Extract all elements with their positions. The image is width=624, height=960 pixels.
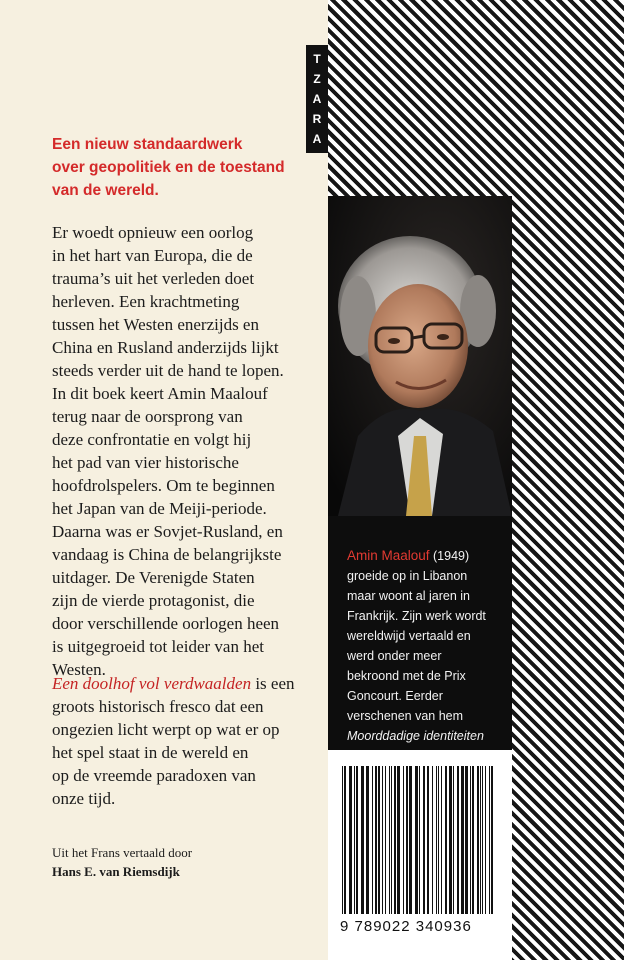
blurb-line: terug naar de oorsprong van <box>52 407 243 426</box>
barcode-bar <box>485 766 486 914</box>
barcode-bar <box>394 766 396 914</box>
barcode-bar <box>436 766 437 914</box>
barcode-bar <box>480 766 481 914</box>
tagline-line: van de wereld. <box>52 182 159 199</box>
barcode-bar <box>445 766 447 914</box>
blurb-line: uitdager. De Verenigde Staten <box>52 568 255 587</box>
blurb-line: het pad van vier historische <box>52 453 239 472</box>
barcode-bar <box>342 766 343 914</box>
blurb-line: steeds verder uit de hand te lopen. <box>52 361 284 380</box>
barcode-bar <box>415 766 418 914</box>
author-photo <box>328 196 512 516</box>
barcode-bar <box>344 766 346 914</box>
tagline-line: Een nieuw standaardwerk <box>52 136 243 153</box>
barcode-bar <box>409 766 412 914</box>
barcode-bar <box>385 766 386 914</box>
blurb-line: onze tijd. <box>52 789 116 808</box>
bio-book-title: Moorddadige identiteiten <box>347 729 484 743</box>
blurb-line: op de vreemde paradoxen van <box>52 766 256 785</box>
isbn-number: 9 789022 340936 <box>340 918 472 935</box>
blurb-line: Daarna was er Sovjet-Rusland, en <box>52 522 283 541</box>
bio-line: verschenen van hem <box>347 709 464 723</box>
blurb-text: is een <box>251 674 295 693</box>
blurb-paragraph-1 <box>52 221 324 681</box>
logo-letter: A <box>312 92 322 106</box>
barcode-bar <box>441 766 442 914</box>
blurb-line: hoofdrolspelers. Om te beginnen <box>52 476 275 495</box>
author-bio <box>347 546 512 766</box>
logo-letter: Z <box>313 72 321 86</box>
blurb-line: Er woedt opnieuw een oorlog <box>52 223 254 242</box>
barcode <box>342 766 498 914</box>
barcode-bar <box>491 766 493 914</box>
author-portrait-illustration <box>328 196 512 516</box>
barcode-bar <box>482 766 483 914</box>
blurb-line: is uitgegroeid tot leider van het <box>52 637 264 656</box>
blurb-line: tussen het Westen enerzijds en <box>52 315 259 334</box>
barcode-bar <box>457 766 459 914</box>
translator-name: Hans E. van Riemsdijk <box>52 864 180 879</box>
blurb-line: groots historisch fresco dat een <box>52 697 264 716</box>
blurb-line: In dit boek keert Amin Maalouf <box>52 384 268 403</box>
barcode-box <box>328 750 512 960</box>
barcode-bar <box>461 766 464 914</box>
barcode-bar <box>391 766 392 914</box>
barcode-bar <box>477 766 479 914</box>
bio-line: Frankrijk. Zijn werk wordt <box>347 609 486 623</box>
tagline <box>52 133 327 202</box>
tagline-line: over geopolitiek en de toestand <box>52 159 285 176</box>
blurb-line: in het hart van Europa, die de <box>52 246 253 265</box>
barcode-bar <box>419 766 420 914</box>
bio-line: groeide op in Libanon <box>347 569 468 583</box>
bio-line: werd onder meer <box>347 649 442 663</box>
blurb-line: ongezien licht werpt op wat er op <box>52 720 280 739</box>
bio-line: wereldwijd vertaald en <box>347 629 471 643</box>
logo-letter: R <box>312 112 322 126</box>
blurb-line: China en Rusland anderzijds lijkt <box>52 338 279 357</box>
blurb-line: het spel staat in de wereld en <box>52 743 249 762</box>
blurb-line: vandaag is China de belangrijkste <box>52 545 282 564</box>
logo-letter: A <box>312 132 322 146</box>
blurb-line: het Japan van de Meiji-periode. <box>52 499 267 518</box>
barcode-bar <box>361 766 364 914</box>
blurb-line: Westen. <box>52 660 106 679</box>
barcode-bar <box>470 766 471 914</box>
barcode-bar <box>423 766 425 914</box>
publisher-logo <box>306 45 328 153</box>
credit-label: Uit het Frans vertaald door <box>52 845 193 860</box>
barcode-bar <box>375 766 377 914</box>
book-title: Een doolhof vol verdwaalden <box>52 674 252 693</box>
barcode-bar <box>403 766 404 914</box>
author-birth-year: (1949) <box>429 549 470 563</box>
barcode-bar <box>406 766 408 914</box>
blurb-line: deze confrontatie en volgt hij <box>52 430 252 449</box>
bio-line: Goncourt. Eerder <box>347 689 443 703</box>
blurb-line: door verschillende oorlogen heen <box>52 614 280 633</box>
blurb-line: zijn de vierde protagonist, die <box>52 591 255 610</box>
blurb-paragraph-2 <box>52 672 324 810</box>
barcode-bar <box>432 766 433 914</box>
author-name: Amin Maalouf <box>347 548 430 563</box>
barcode-bar <box>354 766 355 914</box>
blurb-line: trauma’s uit het verleden doet <box>52 269 255 288</box>
blurb-line: herleven. Een krachtmeting <box>52 292 240 311</box>
barcode-bar <box>372 766 373 914</box>
barcode-bar <box>489 766 490 914</box>
barcode-bar <box>378 766 380 914</box>
barcode-bar <box>366 766 369 914</box>
barcode-bar <box>349 766 352 914</box>
logo-letter: T <box>313 52 321 66</box>
barcode-bar <box>389 766 390 914</box>
barcode-bar <box>427 766 429 914</box>
barcode-bar <box>453 766 454 914</box>
barcode-bar <box>356 766 358 914</box>
barcode-bar <box>397 766 400 914</box>
bio-line: bekroond met de Prix <box>347 669 466 683</box>
bio-line: maar woont al jaren in <box>347 589 470 603</box>
barcode-bar <box>449 766 452 914</box>
barcode-bar <box>382 766 383 914</box>
blurb-line <box>52 672 324 695</box>
bio-line <box>347 546 512 566</box>
translator-credit <box>52 843 192 881</box>
barcode-bar <box>472 766 474 914</box>
barcode-bar <box>438 766 439 914</box>
barcode-bar <box>465 766 468 914</box>
